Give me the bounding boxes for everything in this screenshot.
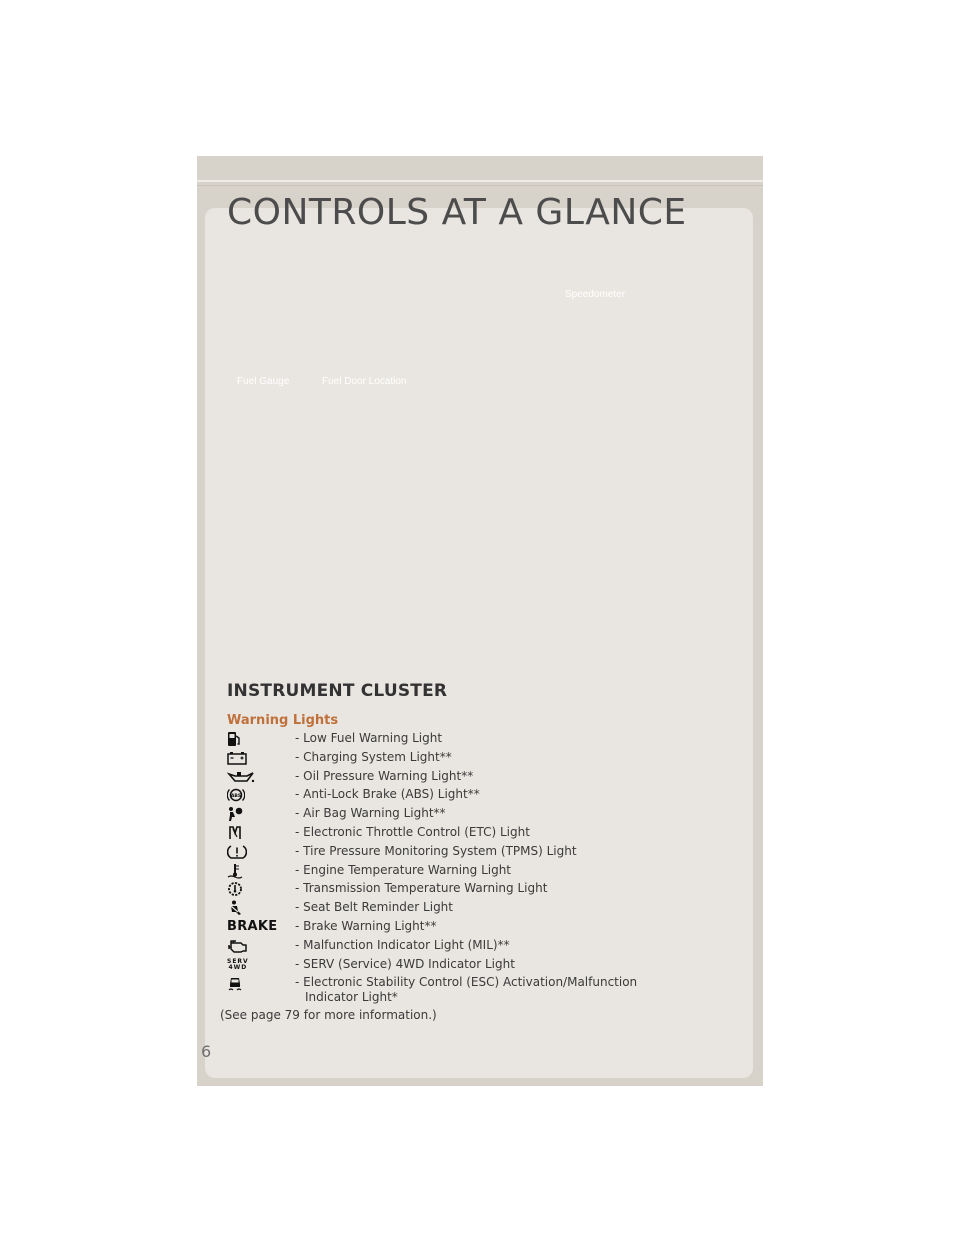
list-item — [227, 899, 757, 918]
list-item — [227, 862, 757, 881]
list-item — [227, 730, 757, 749]
engine-temp-icon — [227, 862, 295, 880]
list-item — [227, 880, 757, 899]
list-item — [227, 918, 757, 937]
list-item — [227, 956, 757, 975]
engine-check-icon — [227, 937, 295, 955]
serv-4wd-icon — [227, 956, 295, 974]
brake-icon-text: BRAKE — [227, 919, 278, 935]
item-text: - Air Bag Warning Light** — [295, 806, 446, 821]
page-number: 6 — [201, 1042, 212, 1061]
list-item — [227, 805, 757, 824]
list-item — [227, 974, 757, 1008]
item-text: - Tire Pressure Monitoring System (TPMS) Light — [295, 843, 577, 858]
battery-icon — [227, 749, 295, 767]
abs-icon — [227, 786, 295, 804]
brake-text-icon — [227, 918, 295, 936]
transmission-temp-icon — [227, 880, 295, 898]
item-text: - Engine Temperature Warning Light — [295, 862, 512, 877]
item-text: - Malfunction Indicator Light (MIL)** — [295, 937, 510, 952]
warning-lights-list — [227, 730, 757, 1008]
item-text: - Charging System Light** — [295, 749, 452, 764]
item-text: - Low Fuel Warning Light — [295, 731, 443, 745]
list-item — [227, 843, 757, 862]
item-text: - Oil Pressure Warning Light** — [295, 768, 474, 783]
list-item — [227, 768, 757, 787]
list-item — [227, 749, 757, 768]
item-text: - Transmission Temperature Warning Light — [295, 881, 548, 896]
tire-pressure-icon — [227, 843, 295, 861]
item-text-line1: - Electronic Stability Control (ESC) Activation/Malfunction — [295, 975, 638, 990]
list-item — [227, 937, 757, 956]
oil-can-icon — [227, 768, 295, 786]
section-title: INSTRUMENT CLUSTER — [227, 681, 448, 701]
throttle-icon — [227, 824, 295, 842]
item-text: - Electronic Throttle Control (ETC) Light — [295, 824, 530, 839]
svg-text:ABS: ABS — [230, 794, 242, 800]
page-title: CONTROLS AT A GLANCE — [227, 192, 687, 233]
serv-icon-text: SERV — [227, 957, 249, 965]
4wd-icon-text: 4WD — [228, 963, 248, 971]
top-rule-shadow — [197, 185, 763, 186]
item-text-line2: Indicator Light* — [305, 990, 398, 1005]
fuel-pump-icon — [227, 730, 295, 748]
speedometer-label: Speedometer — [565, 289, 626, 300]
fuel-door-label: Fuel Door Location — [322, 376, 407, 387]
top-rule — [197, 180, 763, 182]
list-item — [227, 786, 757, 805]
item-text — [295, 974, 637, 1005]
item-text: - Seat Belt Reminder Light — [295, 900, 453, 915]
warning-lights-subtitle: Warning Lights — [227, 713, 339, 728]
fuel-gauge-label: Fuel Gauge — [237, 376, 290, 387]
manual-page — [197, 156, 763, 1086]
list-item — [227, 824, 757, 843]
seatbelt-icon — [227, 899, 295, 917]
esc-icon — [227, 974, 295, 992]
airbag-icon — [227, 805, 295, 823]
item-text: - SERV (Service) 4WD Indicator Light — [295, 956, 515, 971]
item-text: - Brake Warning Light** — [295, 918, 437, 933]
item-text: - Anti-Lock Brake (ABS) Light** — [295, 787, 480, 802]
footnote: (See page 79 for more information.) — [220, 1008, 437, 1022]
